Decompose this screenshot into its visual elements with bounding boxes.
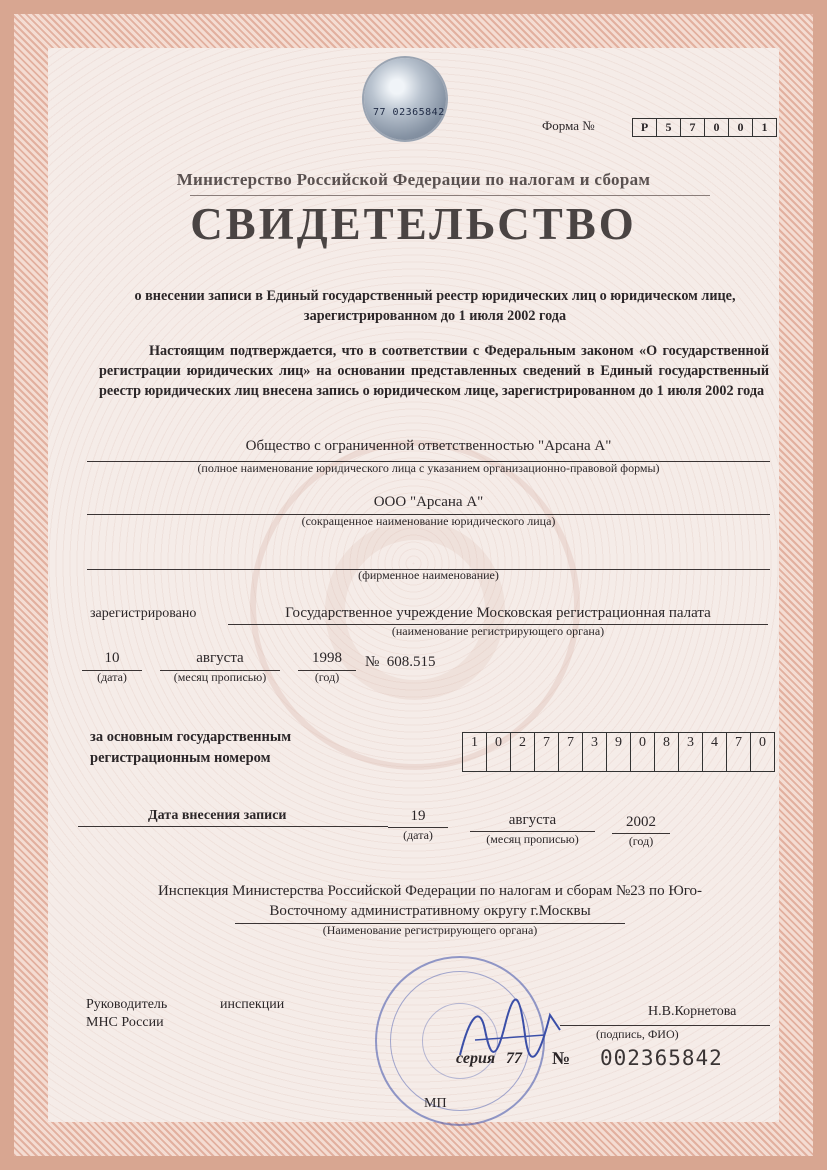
entry-date-lead-line <box>78 826 388 827</box>
entry-day-caption: (дата) <box>403 828 433 842</box>
ogrn-digit: 7 <box>535 732 559 772</box>
entry-year-value: 2002 <box>626 814 656 830</box>
form-code-cell: 0 <box>705 118 729 137</box>
statement-text: Настоящим подтверждается, что в соответствии с Федеральным законом «О государственной регистрации юридических лиц» на основании представленных сведений в Единый государственный реестр юридических лиц внесена запись о юридическом лице, зарегистрированном до 1 июля 2002 года <box>99 343 769 399</box>
ogrn-digit: 0 <box>751 732 775 772</box>
series-number: 002365842 <box>600 1046 723 1070</box>
signatory-role-inspection: инспекции <box>220 997 285 1012</box>
reg-month-value: августа <box>196 650 244 666</box>
inspection-line2: Восточному административному округу г.Москвы <box>269 903 591 919</box>
full-name-value: Общество с ограниченной ответственностью "Арсана А" <box>245 438 612 454</box>
entry-year-caption: (год) <box>628 834 654 848</box>
ogrn-label-line1: за основным государственным <box>90 729 292 745</box>
form-code-cell: 1 <box>753 118 777 137</box>
reg-year-caption: (год) <box>314 670 340 684</box>
full-name-caption: (полное наименование юридического лица с указанием организационно-правовой формы) <box>197 461 660 475</box>
entry-date-label: Дата внесения записи <box>148 808 287 823</box>
ogrn-digit: 0 <box>487 732 511 772</box>
form-code-cell: 7 <box>681 118 705 137</box>
ministry-heading: Министерство Российской Федерации по налогам и сборам <box>176 170 651 189</box>
form-code-cell: 0 <box>729 118 753 137</box>
entry-month-caption: (месяц прописью) <box>486 832 579 846</box>
series-label: серия <box>456 1050 496 1067</box>
ministry-underline <box>190 195 710 196</box>
signatory-name: Н.В.Корнетова <box>648 1004 737 1019</box>
signatory-role-line2: МНС России <box>86 1015 164 1030</box>
form-code-cell: Р <box>632 118 657 137</box>
brand-name-caption: (фирменное наименование) <box>358 568 499 582</box>
reg-month-caption: (месяц прописью) <box>173 670 267 684</box>
form-code-boxes <box>632 118 777 137</box>
ogrn-digit: 7 <box>727 732 751 772</box>
entry-month-value: августа <box>508 812 557 828</box>
ogrn-digit: 3 <box>583 732 607 772</box>
hologram-number: 77 02365842 <box>373 107 445 118</box>
short-name-caption: (сокращенное наименование юридического лица) <box>301 514 556 528</box>
ogrn-digit: 7 <box>559 732 583 772</box>
signatory-role: Руководитель <box>86 997 168 1012</box>
registering-body-value: Государственное учреждение Московская регистрационная палата <box>285 605 711 621</box>
reg-day-value: 10 <box>104 650 120 666</box>
ogrn-digit: 2 <box>511 732 535 772</box>
ogrn-boxes <box>462 732 775 772</box>
series-no-label: № <box>552 1048 571 1068</box>
series-value: 77 <box>506 1050 522 1067</box>
ogrn-digit: 9 <box>607 732 631 772</box>
ogrn-digit: 0 <box>631 732 655 772</box>
reg-number: № 608.515 <box>365 654 436 670</box>
ogrn-label-line2: регистрационным номером <box>90 750 271 766</box>
document-title: СВИДЕТЕЛЬСТВО <box>190 199 637 249</box>
signature-caption: (подпись, ФИО) <box>596 1027 679 1041</box>
short-name-value: ООО "Арсана А" <box>373 494 484 510</box>
ogrn-digit: 8 <box>655 732 679 772</box>
registering-body-caption: (наименование регистрирующего органа) <box>391 624 605 638</box>
reg-day-caption: (дата) <box>97 670 127 684</box>
reg-year-value: 1998 <box>312 650 342 666</box>
signature-line <box>560 1025 770 1026</box>
hologram-sticker <box>364 58 446 140</box>
ogrn-digit: 1 <box>462 732 487 772</box>
inspection-line1: Инспекция Министерства Российской Федерации по налогам и сборам №23 по Юго- <box>157 883 703 899</box>
ogrn-digit: 3 <box>679 732 703 772</box>
form-code-cell: 5 <box>657 118 681 137</box>
seal-place-label: МП <box>424 1096 447 1111</box>
registered-label: зарегистрировано <box>90 606 197 621</box>
form-label: Форма № <box>542 118 595 133</box>
document-subtitle: о внесении записи в Единый государственный реестр юридических лиц о юридическом лице, зарегистрированном до 1 июля 2002 года <box>134 288 736 324</box>
ogrn-digit: 4 <box>703 732 727 772</box>
entry-day-value: 19 <box>410 808 426 824</box>
inspection-caption: (Наименование регистрирующего органа) <box>322 923 538 937</box>
statement-paragraph <box>99 341 769 401</box>
